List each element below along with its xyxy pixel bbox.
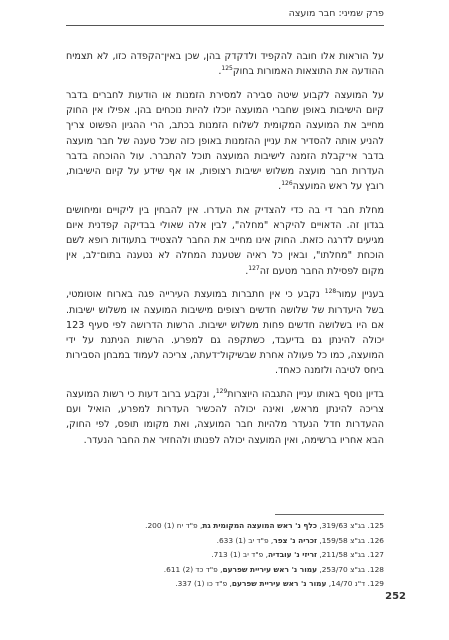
body-text: [66, 49, 384, 456]
footnote: [66, 548, 384, 563]
paragraph-text: בעניין עמור: [336, 289, 384, 301]
footnote-reference[interactable]: 127: [248, 264, 260, 272]
footnote: [66, 519, 384, 534]
footnote-reference[interactable]: 125: [221, 65, 233, 73]
paragraph-text-end: נקבע כי אין חתברות במועצת העירייה פגה בארוח אוטומטי, בשל היעדרות של שלושה חדשים רצופים מישיבות המועצה או משלוש ישיבות. אם היו בשלושה חדשים פחות משלוש ישיבות. הרשות הדרושה לפי סעיף 123 יכולה להינתן גם בדיעבד, כשתקפה גם למפרע. הרשות הניתנת על ידי המועצה, כמו כל פעולה אחרת שבשיקול־דעתה, צריכה לעמוד במבחן הסבירות ביחס לטיבה ולזמנה כאחד.: [66, 289, 384, 377]
case-name: זכריה נ' צפר: [273, 535, 318, 545]
footnote: [66, 577, 384, 592]
footnote-divider: [275, 514, 384, 515]
paragraph-text: בדיון נוסף באותו עניין התגבהו היוצרות: [227, 389, 384, 401]
paragraph-text-end: .: [278, 181, 282, 193]
paragraph-text-end: .: [218, 66, 222, 78]
footnote: [66, 534, 384, 549]
paragraph-text: מחלת חבר די בה כדי להצדיק את העדרו. אין להבחין בין ליקויים ומיחושים בגדון זה. הדאויים להיקרא "מחלה", לבין אלה שאולי בבדיקה קפדנית איום מגיעים לדרגה כזאת. החוק אינו מחייב את החבר להצטייד בתעודות רופא לשם הוכחת "מחלתו", ובאין כל ראיה שטענת המחלה לא נטענה בתום־לב, אין מקום לפסילת החבר מטעם זה: [66, 204, 384, 277]
paragraph-text-end: , ונקבע ברוב דעות כי רשות המועצה צריכה להינתן מראש, ואינה יכולה להכשיר העדרות למפרע, הואיל ועם ההעדרות חדל הנעדר מלהיות חבר המועצה, ואת מקומו תופס, לפי החוק, הבא אחריו ברשימה, ואין המועצה יכולה לפנותו ולהחזיר את החבר הנעדר.: [66, 389, 384, 446]
case-name: עמור נ' ראש עיריית שפרעם: [231, 579, 327, 588]
header-divider: [66, 25, 384, 26]
footnote-text: 129. ד"נ 14/70,: [326, 579, 384, 588]
paragraph-text: על המועצה לקבוע שיטה סבירה למסירת הזמנות או הודעות לחברים בדבר קיום הישיבות באופן שחברי המועצה יוכלו להיות נוכחים בהן. אפילו אין החוק מחייב את המועצה המקומית לשלוח הזמנות בכתב, הרי ההגיון הפשוט צריך להניע אותה להסדיר את עניין ההזמנות באופן כזה שכל טענה של חבר מועצה בדבר אי־קבלת הזמנה לישיבות המועצה תוכל להתברר. עול ההוכחה בדבר העדרות חבר מועצה משלוש ישיבות רצופות, או אף שידע על קיום הישיבות, רובץ על ראש המועצה: [66, 89, 384, 193]
running-header: פרק שמיני: חבר מועצה: [288, 8, 384, 19]
paragraph: [66, 203, 384, 279]
footnote-text: 128. בג"צ 253/70,: [317, 564, 384, 574]
paragraph: [66, 387, 384, 448]
footnote-reference[interactable]: 129: [215, 387, 228, 395]
footnote-text: 126. בג"צ 159/58,: [317, 535, 384, 545]
footnotes: [66, 519, 384, 592]
paragraph: [66, 88, 384, 194]
footnote-text: , פ"ד יב (1) 713.: [211, 550, 268, 559]
paragraph: [66, 287, 384, 378]
footnote-text: , פ"ד יב (1) 633.: [216, 535, 274, 545]
footnote-reference[interactable]: 126: [281, 179, 293, 187]
case-name: עמור נ' ראש עיריית שפרעם: [222, 564, 318, 574]
footnote-text: , פ"ד יח (1) 200.: [145, 521, 203, 530]
footnote-text: 125. בג"צ 319/63,: [317, 521, 384, 530]
footnote: [66, 563, 384, 578]
footnote-text: , פ"ד כו (1) 337.: [175, 579, 232, 588]
page-number: 252: [385, 591, 406, 602]
paragraph-text: על הוראות אלו חובה להקפיד ולדקדק בהן, שכן באין־הקפדה כזו, לא תצמיח ההודעה את התוצאות האמורות בחוק: [66, 51, 384, 78]
paragraph: [66, 49, 384, 79]
footnote-reference[interactable]: 128: [324, 288, 337, 296]
paragraph-text-end: .: [245, 265, 249, 277]
case-name: כלף נ' ראש המועצה המקומית גת: [202, 521, 318, 530]
footnote-text: 127. בג"צ 211/58,: [317, 550, 384, 559]
case-name: זריזי נ' עובדיה: [267, 550, 318, 559]
footnote-text: , פ"ד כד (2) 611.: [163, 564, 223, 574]
